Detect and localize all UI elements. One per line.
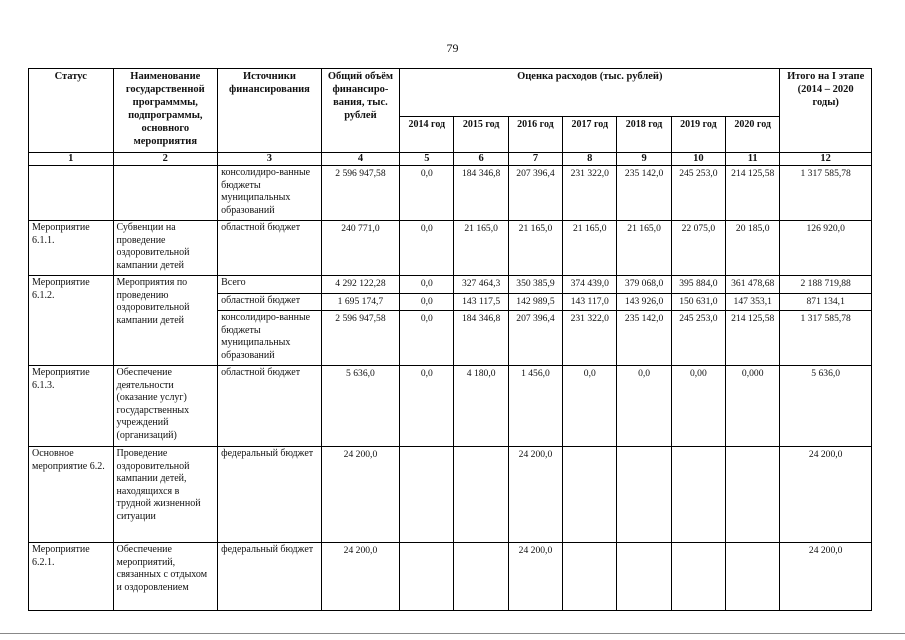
table-row [29,447,872,543]
value-cell: 327 464,3 [454,276,508,294]
value-cell: 142 989,5 [508,293,562,311]
header-year-2014: 2014 год [400,117,454,153]
value-cell: 21 165,0 [563,221,617,276]
index-cell: 7 [508,153,562,166]
header-sources: Источники финансирования [218,69,322,153]
header-itog: Итого на I этапе (2014 – 2020 годы) [780,69,872,153]
source-cell: областной бюджет [218,293,322,311]
value-cell [726,447,780,543]
itog-cell: 126 920,0 [780,221,872,276]
value-cell: 231 322,0 [563,311,617,366]
index-cell: 11 [726,153,780,166]
value-cell: 184 346,8 [454,166,508,221]
value-cell: 143 117,5 [454,293,508,311]
total-cell: 2 596 947,58 [321,166,399,221]
header-year-2015: 2015 год [454,117,508,153]
index-cell: 9 [617,153,671,166]
value-cell: 245 253,0 [671,311,725,366]
index-cell: 12 [780,153,872,166]
source-cell: федеральный бюджет [218,543,322,611]
itog-cell: 1 317 585,78 [780,166,872,221]
total-cell: 5 636,0 [321,366,399,447]
value-cell: 22 075,0 [671,221,725,276]
source-cell: консолидиро-ванные бюджеты муниципальных образований [218,311,322,366]
total-cell: 2 596 947,58 [321,311,399,366]
value-cell: 24 200,0 [508,543,562,611]
total-cell: 24 200,0 [321,447,399,543]
value-cell: 395 884,0 [671,276,725,294]
value-cell [671,447,725,543]
status-cell: Мероприятие 6.1.3. [29,366,114,447]
value-cell [454,447,508,543]
total-cell: 1 695 174,7 [321,293,399,311]
itog-cell: 24 200,0 [780,543,872,611]
table-row [29,276,872,294]
value-cell: 147 353,1 [726,293,780,311]
value-cell: 0,0 [617,366,671,447]
value-cell: 235 142,0 [617,166,671,221]
value-cell: 361 478,68 [726,276,780,294]
value-cell: 207 396,4 [508,311,562,366]
header-status: Статус [29,69,114,153]
itog-cell: 2 188 719,88 [780,276,872,294]
source-cell: областной бюджет [218,366,322,447]
name-cell: Мероприятия по проведению оздоровительной кампании детей [113,276,218,366]
index-cell: 5 [400,153,454,166]
expenditure-table [28,68,872,611]
total-cell: 240 771,0 [321,221,399,276]
value-cell: 20 185,0 [726,221,780,276]
value-cell: 0,000 [726,366,780,447]
value-cell [617,447,671,543]
itog-cell: 24 200,0 [780,447,872,543]
name-cell: Обеспечение деятельности (оказание услуг) государственных учреждений (организаций) [113,366,218,447]
table-row [29,543,872,611]
value-cell: 231 322,0 [563,166,617,221]
status-cell: Мероприятие 6.1.1. [29,221,114,276]
value-cell: 245 253,0 [671,166,725,221]
name-cell: Субвенции на проведение оздоровительной кампании детей [113,221,218,276]
index-cell: 10 [671,153,725,166]
source-cell: областной бюджет [218,221,322,276]
value-cell: 374 439,0 [563,276,617,294]
value-cell [671,543,725,611]
value-cell: 21 165,0 [617,221,671,276]
value-cell [563,447,617,543]
value-cell: 214 125,58 [726,311,780,366]
name-cell [113,166,218,221]
table-row [29,366,872,447]
page-bottom-divider [0,633,905,634]
value-cell: 0,0 [400,276,454,294]
source-cell: Всего [218,276,322,294]
value-cell: 143 926,0 [617,293,671,311]
index-cell: 3 [218,153,322,166]
value-cell: 207 396,4 [508,166,562,221]
itog-cell: 1 317 585,78 [780,311,872,366]
value-cell: 150 631,0 [671,293,725,311]
index-cell: 2 [113,153,218,166]
value-cell [726,543,780,611]
value-cell: 0,0 [400,366,454,447]
index-cell: 1 [29,153,114,166]
header-name: Наименование государственной программмы, подпрограммы, основного мероприятия [113,69,218,153]
value-cell: 214 125,58 [726,166,780,221]
value-cell: 0,00 [671,366,725,447]
value-cell: 0,0 [400,293,454,311]
value-cell: 0,0 [563,366,617,447]
total-cell: 4 292 122,28 [321,276,399,294]
value-cell [400,543,454,611]
value-cell: 0,0 [400,221,454,276]
value-cell: 350 385,9 [508,276,562,294]
value-cell: 235 142,0 [617,311,671,366]
header-estimate: Оценка расходов (тыс. рублей) [400,69,780,117]
header-year-2017: 2017 год [563,117,617,153]
index-row [29,153,872,166]
status-cell [29,166,114,221]
itog-cell: 5 636,0 [780,366,872,447]
header-year-2016: 2016 год [508,117,562,153]
index-cell: 8 [563,153,617,166]
value-cell: 21 165,0 [454,221,508,276]
status-cell: Мероприятие 6.1.2. [29,276,114,366]
header-total: Общий объём финансиро-вания, тыс. рублей [321,69,399,153]
value-cell: 4 180,0 [454,366,508,447]
value-cell: 1 456,0 [508,366,562,447]
value-cell: 143 117,0 [563,293,617,311]
source-cell: федеральный бюджет [218,447,322,543]
value-cell: 0,0 [400,311,454,366]
header-year-2020: 2020 год [726,117,780,153]
value-cell [454,543,508,611]
table-row [29,166,872,221]
name-cell: Проведение оздоровительной кампании детей, находящихся в трудной жизненной ситуации [113,447,218,543]
header-year-2018: 2018 год [617,117,671,153]
total-cell: 24 200,0 [321,543,399,611]
page-number: 79 [446,41,459,55]
value-cell: 379 068,0 [617,276,671,294]
name-cell: Обеспечение мероприятий, связанных с отдыхом и оздоровлением [113,543,218,611]
itog-cell: 871 134,1 [780,293,872,311]
status-cell: Мероприятие 6.2.1. [29,543,114,611]
value-cell [563,543,617,611]
value-cell: 184 346,8 [454,311,508,366]
header-year-2019: 2019 год [671,117,725,153]
source-cell: консолидиро-ванные бюджеты муниципальных образований [218,166,322,221]
status-cell: Основное мероприятие 6.2. [29,447,114,543]
value-cell: 24 200,0 [508,447,562,543]
index-cell: 6 [454,153,508,166]
index-cell: 4 [321,153,399,166]
value-cell [617,543,671,611]
value-cell [400,447,454,543]
table-row [29,221,872,276]
value-cell: 21 165,0 [508,221,562,276]
value-cell: 0,0 [400,166,454,221]
